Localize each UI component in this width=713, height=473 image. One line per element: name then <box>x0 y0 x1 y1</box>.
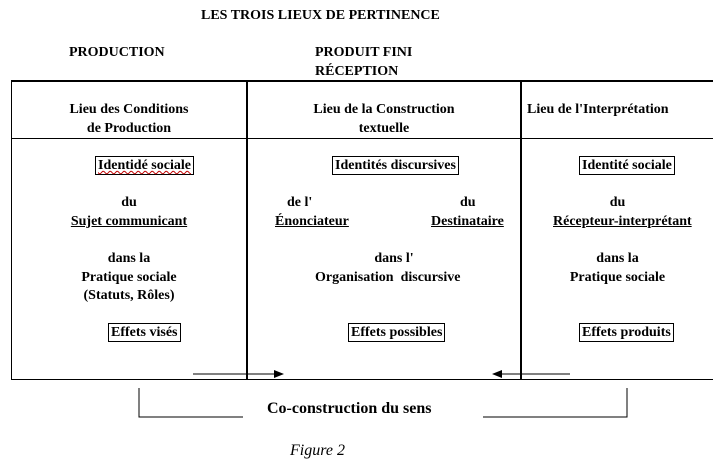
left-effects-text: Effets visés <box>111 325 178 340</box>
middle-du: du <box>460 195 476 210</box>
left-heading-line1: Lieu des Conditions <box>69 102 189 117</box>
header-production: PRODUCTION <box>69 45 165 60</box>
left-heading-line2: de Production <box>86 121 172 136</box>
middle-de-l: de l' <box>287 195 313 210</box>
left-subject: Sujet communicant <box>70 214 188 229</box>
middle-organisation: Organisation discursive <box>315 270 461 285</box>
left-identity-text: Identidé sociale <box>98 158 191 173</box>
middle-heading-line1: Lieu de la Construction <box>313 102 455 117</box>
bracket-right <box>483 388 627 417</box>
middle-effects-text: Effets possibles <box>351 325 443 340</box>
middle-destinataire: Destinataire <box>431 214 504 229</box>
right-effects-text: Effets produits <box>582 325 671 340</box>
header-produit-fini: PRODUIT FINI <box>315 45 413 60</box>
left-dans: dans la <box>107 251 151 266</box>
co-construction-label: Co-construction du sens <box>267 400 432 417</box>
header-reception: RÉCEPTION <box>315 64 399 79</box>
right-dans: dans la <box>596 251 639 266</box>
middle-heading-line2: textuelle <box>358 121 410 136</box>
left-status: (Statuts, Rôles) <box>83 288 175 303</box>
right-du: du <box>609 195 626 210</box>
right-identity-text: Identité sociale <box>582 158 672 173</box>
middle-dans: dans l' <box>374 251 414 266</box>
middle-identity-text: Identités discursives <box>335 158 456 173</box>
left-du: du <box>121 195 137 210</box>
right-heading: Lieu de l'Interprétation <box>527 102 669 117</box>
diagram-title: LES TROIS LIEUX DE PERTINENCE <box>201 8 440 23</box>
figure-caption: Figure 2 <box>290 442 345 459</box>
middle-enonciateur: Énonciateur <box>275 214 349 229</box>
left-practice: Pratique sociale <box>81 270 177 285</box>
right-receptor: Récepteur-interprétant <box>553 214 692 229</box>
bracket-left <box>139 388 243 417</box>
right-practice: Pratique sociale <box>569 270 666 285</box>
